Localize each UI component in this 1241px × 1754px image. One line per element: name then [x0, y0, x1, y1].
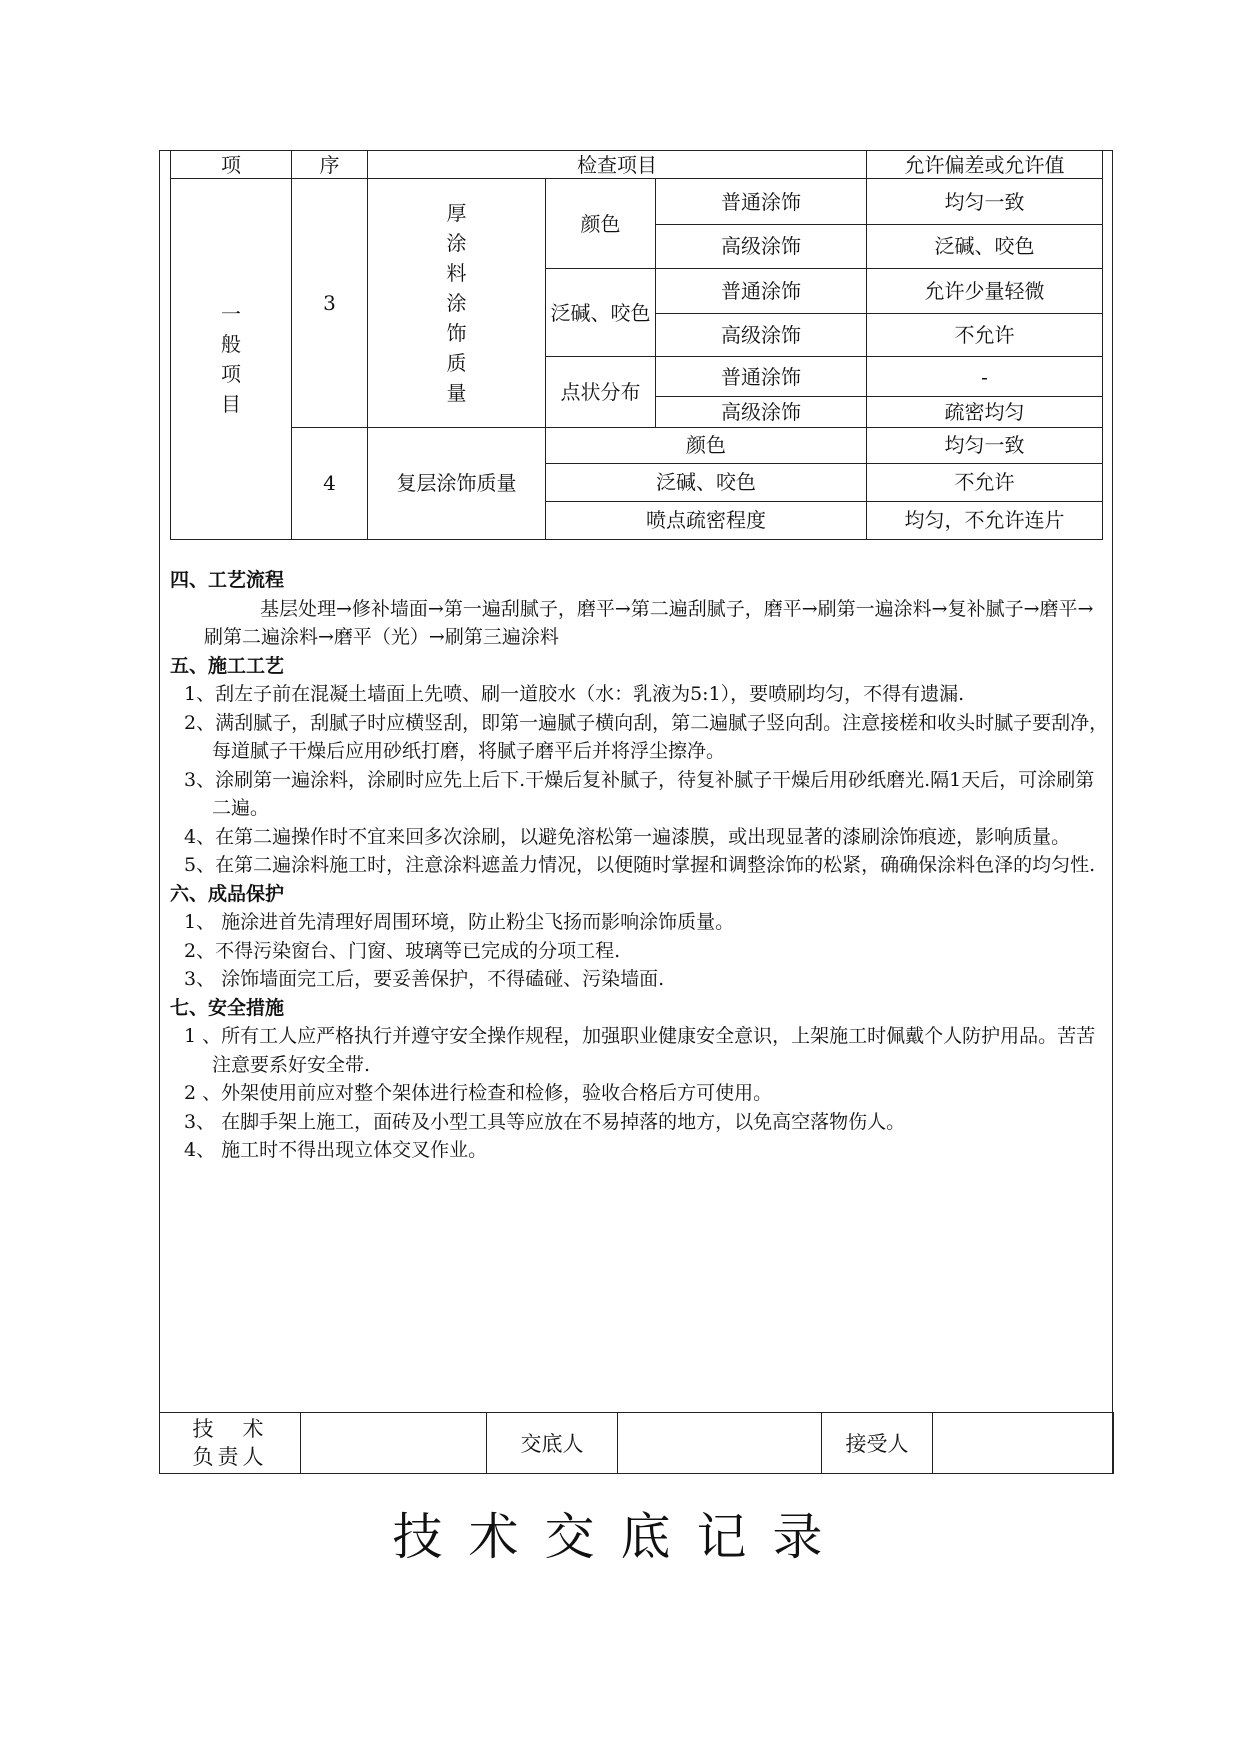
- grade-cell: 高级涂饰: [656, 397, 867, 427]
- value-cell: 均匀，不允许连片: [867, 501, 1103, 539]
- inspection-table: [170, 150, 1103, 540]
- sub-dot: 点状分布: [546, 357, 656, 428]
- sub-color: 颜色: [546, 179, 656, 269]
- list-item: 1、刮左子前在混凝土墙面上先喷、刷一道胶水（水：乳液为5:1），要喷刷均匀，不得有遗漏.: [184, 683, 965, 705]
- check-cell: 喷点疏密程度: [546, 501, 867, 539]
- tech-lead-signature-field[interactable]: [301, 1413, 487, 1474]
- list-item: 2、不得污染窗台、门窗、玻璃等已完成的分项工程.: [184, 939, 621, 962]
- grade-cell: 普通涂饰: [656, 269, 867, 313]
- grade-cell: 高级涂饰: [656, 313, 867, 356]
- sub-alkali: 泛碱、咬色: [546, 269, 656, 357]
- section-title: 四、工艺流程: [170, 569, 285, 591]
- value-cell: 允许少量轻微: [867, 269, 1103, 313]
- thick-coating-group: [368, 179, 546, 428]
- receiver-signature-field[interactable]: [933, 1413, 1114, 1474]
- tech-lead-line1: 技 术: [192, 1417, 268, 1441]
- grade-cell: 高级涂饰: [656, 224, 867, 268]
- list-item: 4、 施工时不得出现立体交叉作业。: [184, 1139, 488, 1161]
- value-cell: 均匀一致: [867, 179, 1103, 224]
- list-item: 2 、外架使用前应对整个架体进行检查和检修，验收合格后方可使用。: [184, 1082, 773, 1104]
- list-item: 3、 在脚手架上施工，面砖及小型工具等应放在不易掉落的地方，以免高空落物伤人。: [184, 1110, 906, 1133]
- list-item: 3、涂刷第一遍涂料，涂刷时应先上后下.干燥后复补腻子，待复补腻子干燥后用砂纸磨光.隔1天后，可涂刷第二遍。: [184, 768, 1095, 819]
- grade-cell: 普通涂饰: [656, 357, 867, 397]
- check-cell: 泛碱、咬色: [546, 464, 867, 501]
- check-cell: 颜色: [546, 427, 867, 463]
- tech-lead-line2: 负责人: [192, 1445, 268, 1469]
- tech-lead-label: [160, 1413, 301, 1474]
- list-item: 5、在第二遍涂料施工时，注意涂料遮盖力情况，以便随时掌握和调整涂饰的松紧，确确保涂料色泽的均匀性.: [184, 854, 1096, 876]
- general-items-label: 一般项目: [221, 302, 241, 417]
- section-title: 六、成品保护: [170, 882, 285, 905]
- header-item: 项: [171, 151, 292, 179]
- thick-coating-label: 厚涂料涂饰质量: [446, 201, 467, 406]
- value-cell: 泛碱、咬色: [867, 224, 1103, 268]
- header-seq: 序: [292, 151, 368, 179]
- general-items-cell: [171, 179, 292, 540]
- list-item: 3、 涂饰墙面完工后，要妥善保护，不得磕碰、污染墙面.: [184, 968, 665, 990]
- list-item: 1 、所有工人应严格执行并遵守安全操作规程，加强职业健康安全意识，上架施工时佩戴个人防护用品。苦苦注意要系好安全带.: [184, 1025, 1096, 1076]
- seq-4: 4: [292, 427, 368, 539]
- list-item: 4、在第二遍操作时不宜来回多次涂刷，以避免溶松第一遍漆膜，或出现显著的漆刷涂饰痕迹，影响质量。: [184, 825, 1071, 848]
- process-flow-text: 基层处理→修补墙面→第一遍刮腻子，磨平→第二遍刮腻子，磨平→刷第一遍涂料→复补腻子→磨平→刷第二遍涂料→磨平（光）→刷第三遍涂料: [204, 597, 1094, 648]
- receiver-label: 接受人: [822, 1413, 933, 1474]
- grade-cell: 普通涂饰: [656, 179, 867, 224]
- section-title: 五、施工工艺: [170, 654, 285, 677]
- handover-signature-field[interactable]: [618, 1413, 822, 1474]
- list-item: 2、满刮腻子，刮腻子时应横竖刮，即第一遍腻子横向刮，第二遍腻子竖向刮。注意接槎和收头时腻子要刮净，每道腻子干燥后应用砂纸打磨，将腻子磨平后并将浮尘擦净。: [184, 711, 1109, 762]
- multi-coating-group: 复层涂饰质量: [368, 427, 546, 539]
- content-body: [170, 566, 1110, 1165]
- page-title: 技术交底记录: [392, 1508, 849, 1566]
- seq-3: 3: [292, 179, 368, 428]
- list-item: 1、 施涂进首先清理好周围环境，防止粉尘飞扬而影响涂饰质量。: [184, 911, 735, 933]
- signature-table: [159, 1412, 1114, 1474]
- section-title: 七、安全措施: [170, 996, 285, 1019]
- value-cell: 均匀一致: [867, 427, 1103, 463]
- value-cell: 不允许: [867, 464, 1103, 501]
- handover-label: 交底人: [487, 1413, 618, 1474]
- header-allow: 允许偏差或允许值: [867, 151, 1103, 179]
- value-cell: 不允许: [867, 313, 1103, 356]
- header-check-item: 检查项目: [368, 151, 867, 179]
- value-cell: -: [867, 357, 1103, 397]
- value-cell: 疏密均匀: [867, 397, 1103, 427]
